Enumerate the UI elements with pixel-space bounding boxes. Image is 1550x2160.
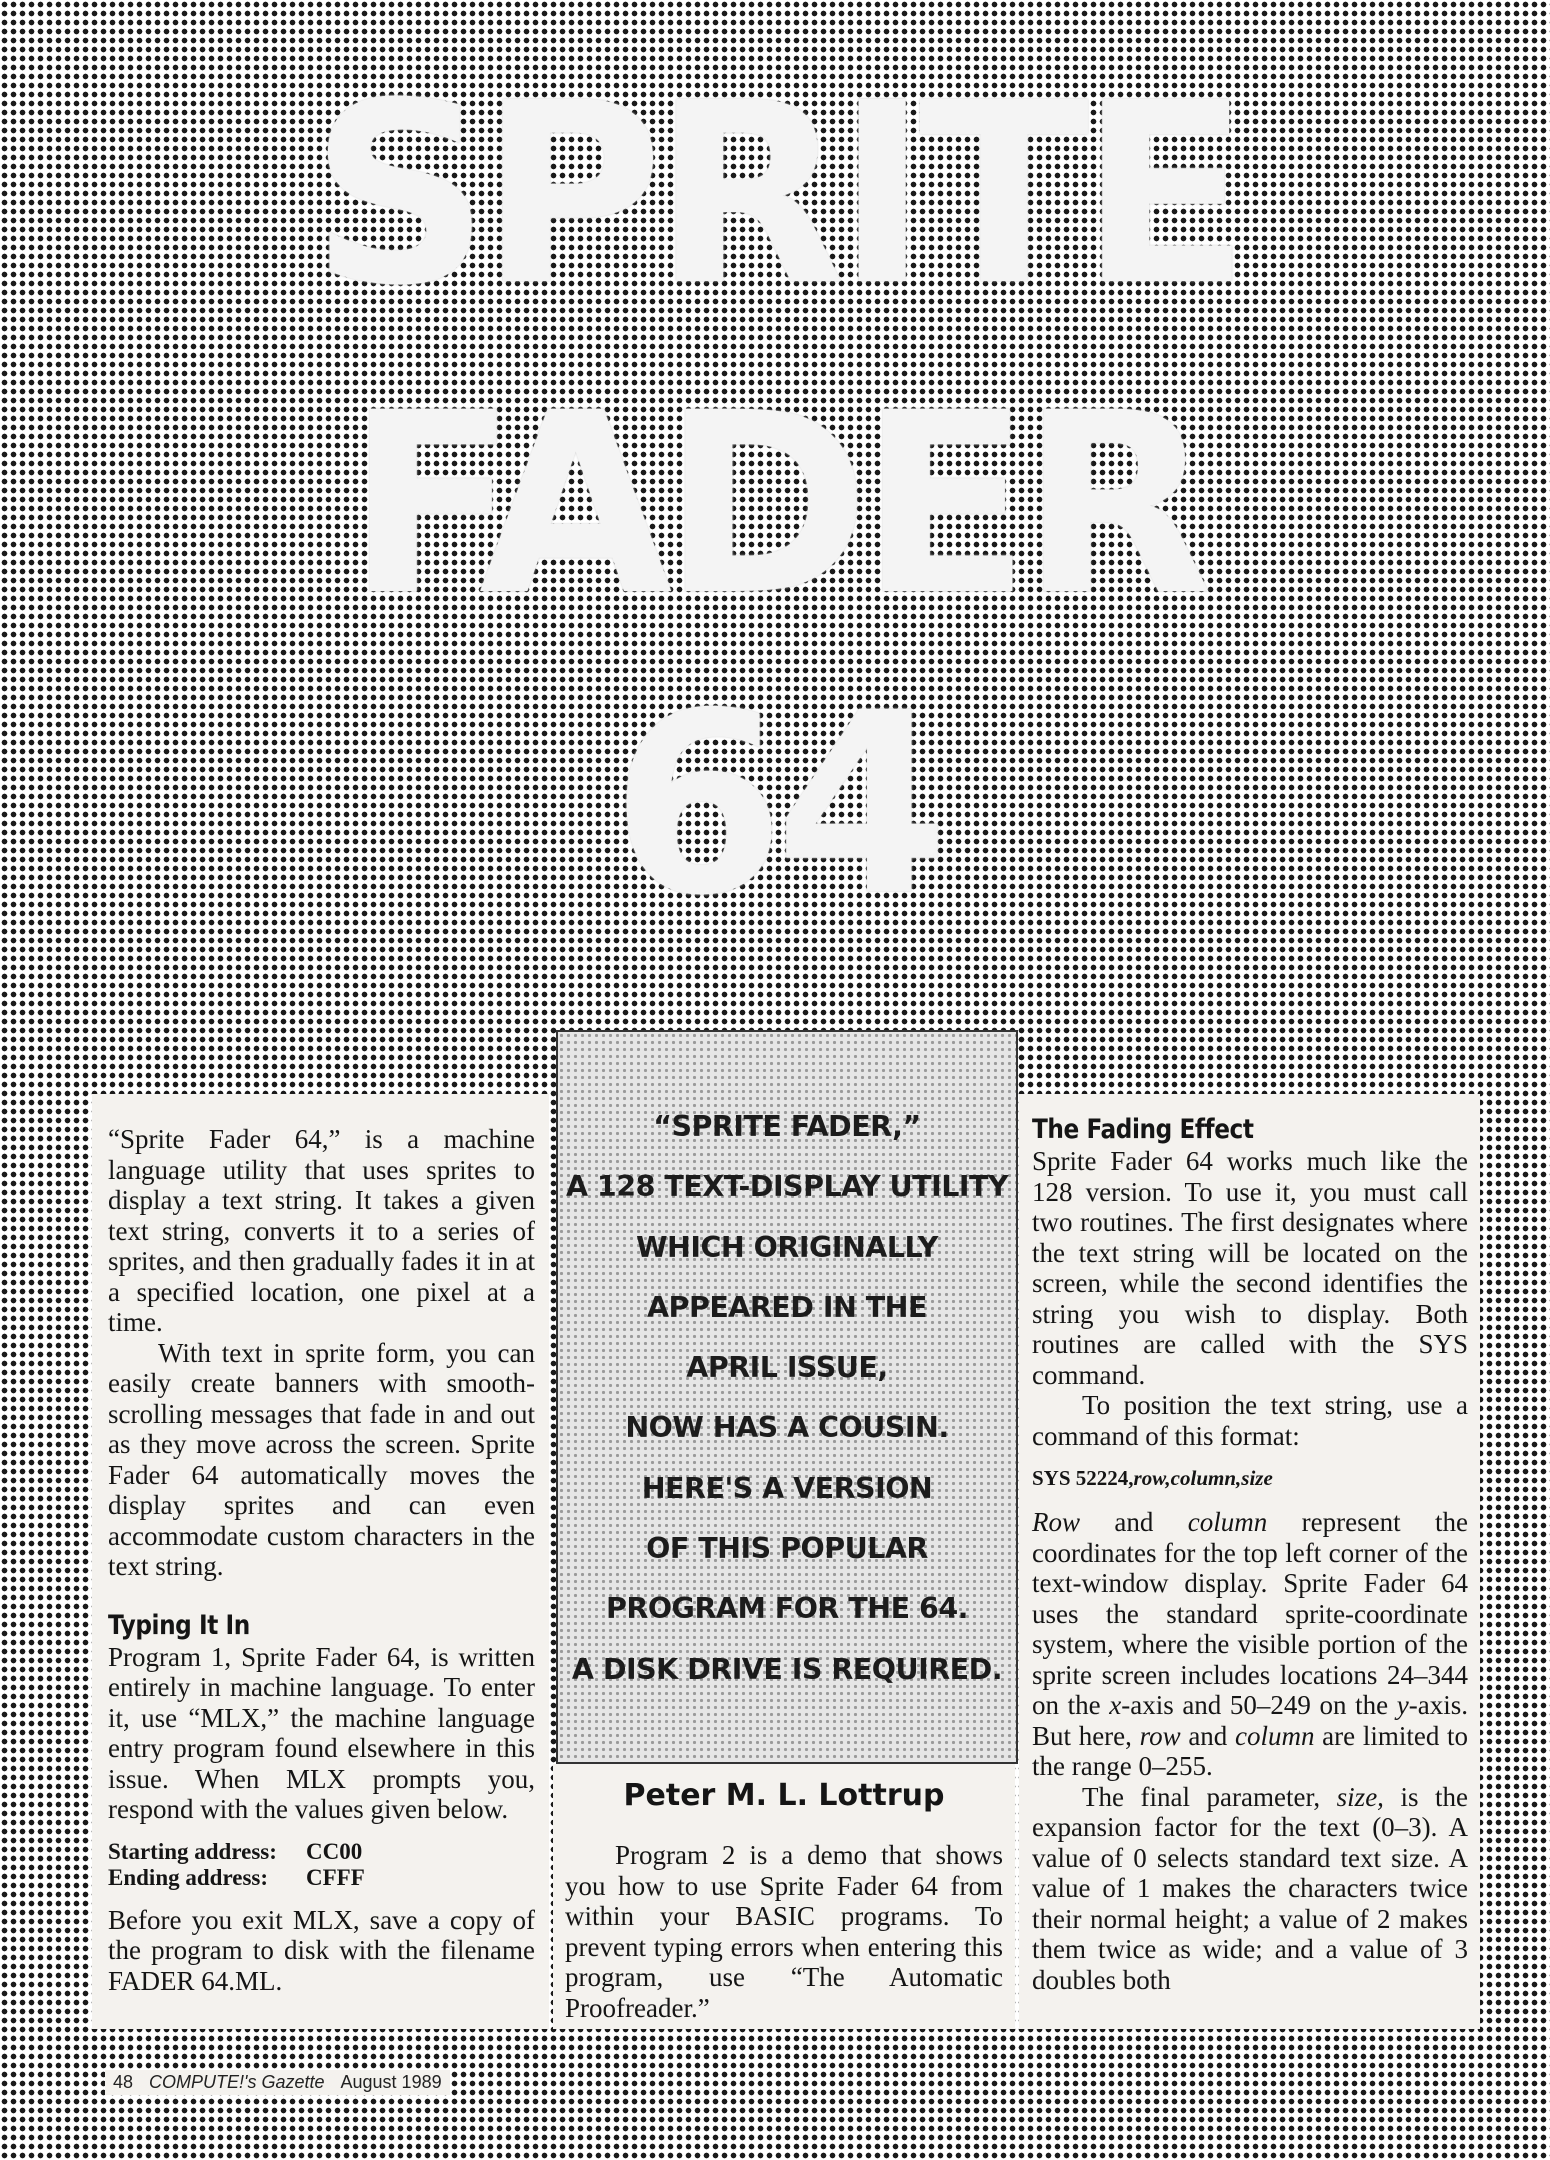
callout-line: NOW HAS A COUSIN.: [625, 1411, 949, 1445]
callout-line: APRIL ISSUE,: [686, 1351, 888, 1385]
callout-line: APPEARED IN THE: [647, 1290, 927, 1324]
page-number: 48: [113, 2072, 134, 2092]
term-row: Row: [1032, 1507, 1081, 1537]
sys-command: [1032, 1465, 1468, 1491]
ending-address-value: CFFF: [306, 1864, 365, 1890]
left-column: [92, 1094, 549, 2029]
callout-line: OF THIS POPULAR: [646, 1532, 928, 1566]
term-y: y: [1396, 1690, 1409, 1720]
title-line-3: 64: [611, 659, 939, 950]
intro-paragraph: “Sprite Fader 64,” is a machine language utility that uses sprites to display a text string. It takes a given text string, converts it to a series of sprites, and then gradually fades it in at a specified location, one pixel at a time.: [108, 1124, 535, 1337]
term-column: column: [1187, 1507, 1268, 1537]
text-run: is the expansion factor for the text (0–3). A value of 0 selects standard text size. A value of 1 makes the characters twice their normal height; a value of 2 makes them twice as wide; and a value of 3 doubles both: [1032, 1781, 1468, 1995]
callout-line: “SPRITE FADER,”: [653, 1110, 921, 1143]
sys-command-args: row,column,size: [1133, 1466, 1273, 1490]
starting-address-row: [108, 1839, 535, 1865]
term-size: size,: [1336, 1781, 1384, 1812]
starting-address-value: CC00: [306, 1838, 363, 1864]
banner-paragraph: With text in sprite form, you can easily create banners with smooth-scrolling messages that fade in and out as they move across the screen. Sprite Fader 64 automatically moves the display sprites and can even accommodate custom characters in the text string.: [108, 1337, 535, 1581]
term-x: x: [1109, 1690, 1122, 1720]
issue-date: August 1989: [340, 2072, 442, 2092]
text-run: The final parameter,: [1082, 1781, 1337, 1812]
callout-line: PROGRAM FOR THE 64.: [606, 1592, 968, 1626]
text-run: and: [1080, 1507, 1188, 1537]
ending-address-label: Ending address:: [108, 1864, 269, 1890]
text-run: -axis. But here,: [1032, 1690, 1468, 1751]
coordinates-paragraph: [1032, 1507, 1468, 1782]
typing-paragraph: Program 1, Sprite Fader 64, is written entirely in machine language. To enter it, use “MLX,” the machine language entry program found elsewhere in this issue. When MLX prompts you, respond with the values given below.: [108, 1641, 535, 1824]
text-run: represent the coordinates for the top left corner of the text-window display. Sprite Fader 64 uses the standard sprite-coordinate system, where the visible portion of the sprite screen includes locations 24–344 on the: [1032, 1507, 1468, 1720]
right-column: [1019, 1094, 1480, 2029]
title-line-1: SPRITE: [309, 49, 1241, 340]
term-column: column: [1235, 1720, 1315, 1751]
callout-line: A 128 TEXT-DISPLAY UTILITY: [565, 1170, 1009, 1204]
section-heading-fading: The Fading Effect: [1032, 1114, 1254, 1145]
author-byline: Peter M. L. Lottrup: [623, 1778, 945, 1813]
callout-box: [556, 1030, 1018, 1764]
starting-address-label: Starting address:: [108, 1838, 277, 1864]
callout-line: A DISK DRIVE IS REQUIRED.: [571, 1652, 1003, 1686]
text-run: and: [1180, 1720, 1235, 1751]
section-heading-typing: Typing It In: [108, 1609, 250, 1641]
fading-paragraph: Sprite Fader 64 works much like the 128 version. To use it, you must call two routines. The first designates where the text string will be located on the screen, while the second identifies the string you wish to display. Both routines are called with the SYS command.: [1032, 1146, 1468, 1390]
text-run: are limited to the range 0–255.: [1032, 1720, 1469, 1781]
demo-paragraph: Program 2 is a demo that shows you how to use Sprite Fader 64 from within your BASIC programs. To prevent typing errors when entering this program, use “The Automatic Proofreader.”: [565, 1840, 1003, 2023]
page-footer: [105, 2070, 450, 2095]
callout-line: HERE'S A VERSION: [641, 1471, 933, 1505]
magazine-name: COMPUTE!'s Gazette: [149, 2072, 325, 2092]
title-line-2: FADER: [346, 359, 1204, 650]
ending-address-row: [108, 1865, 535, 1891]
size-paragraph: [1032, 1782, 1468, 1996]
callout-line: WHICH ORIGINALLY: [636, 1230, 938, 1264]
sys-command-name: SYS 52224,: [1032, 1466, 1134, 1490]
text-run: -axis and 50–249 on the: [1121, 1690, 1397, 1720]
position-paragraph: To position the text string, use a command of this format:: [1032, 1390, 1468, 1451]
middle-column: [553, 1764, 1015, 2029]
term-row: row: [1139, 1720, 1181, 1751]
save-paragraph: Before you exit MLX, save a copy of the program to disk with the filename FADER 64.ML.: [108, 1904, 535, 1996]
